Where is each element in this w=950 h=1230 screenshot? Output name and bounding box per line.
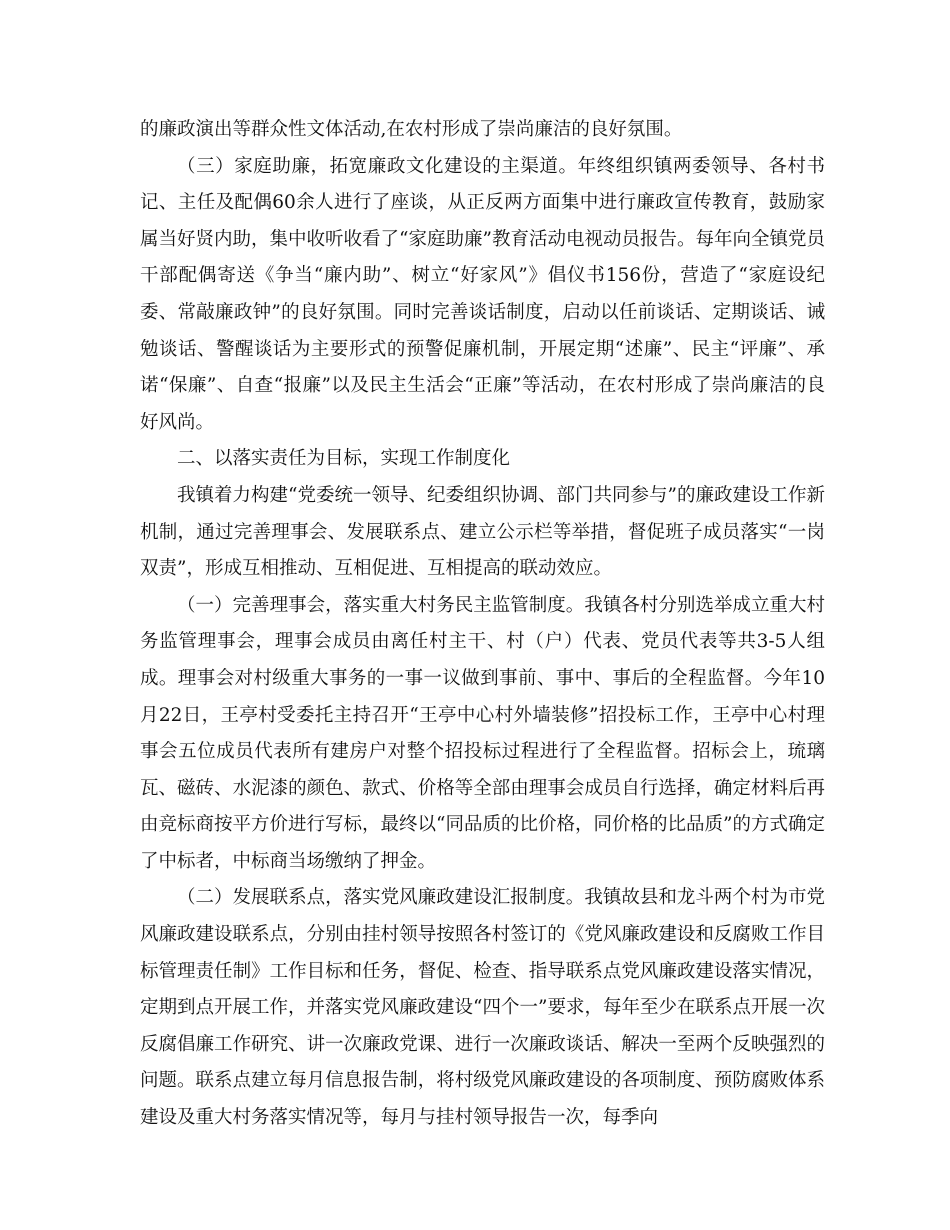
paragraph: 我镇着力构建“党委统一领导、纪委组织协调、部门共同参与”的廉政建设工作新机制，通过完善理事会、发展联系点、建立公示栏等举措，督促班子成员落实“一岗双责”，形成互相推动、互相促进、互相提高的联动效应。 (140, 484, 825, 580)
paragraph: （一）完善理事会，落实重大村务民主监管制度。我镇各村分别选举成立重大村务监管理事会，理事会成员由离任村主干、村（户）代表、党员代表等共3-5人组成。理事会对村级重大事务的一事一议做到事前、事中、事后的全程监督。今年10月22日，王亭村受委托主持召开“王亭中心村外墙装修”招投标工作，王亭中心村理事会五位成员代表所有建房户对整个招投标过程进行了全程监督。招标会上，琉璃瓦、磁砖、水泥漆的颜色、款式、价格等全部由理事会成员自行选择，确定材料后再由竞标商按平方价进行写标，最终以“同品质的比价格，同价格的比品质”的方式确定了中标者，中标商当场缴纳了押金。 (140, 594, 825, 872)
section-heading: 二、以落实责任为目标，实现工作制度化 (177, 448, 511, 470)
paragraph: （二）发展联系点，落实党风廉政建设汇报制度。我镇故县和龙斗两个村为市党风廉政建设联系点，分别由挂村领导按照各村签订的《党风廉政建设和反腐败工作目标管理责任制》工作目标和任务，督促、检查、指导联系点党风廉政建设落实情况，定期到点开展工作，并落实党风廉政建设“四个一”要求，每年至少在联系点开展一次反腐倡廉工作研究、讲一次廉政党课、进行一次廉政谈话、解决一至两个反映强烈的问题。联系点建立每月信息报告制，将村级党风廉政建设的各项制度、预防腐败体系建设及重大村务落实情况等，每月与挂村领导报告一次，每季向 (140, 887, 825, 1129)
paragraph: （三）家庭助廉，拓宽廉政文化建设的主渠道。年终组织镇两委领导、各村书记、主任及配偶60余人进行了座谈，从正反两方面集中进行廉政宣传教育，鼓励家属当好贤内助，集中收听收看了“家庭助廉”教育活动电视动员报告。每年向全镇党员干部配偶寄送《争当“廉内助”、树立“好家风”》倡仪书156份，营造了“家庭设纪委、常敲廉政钟”的良好氛围。同时完善谈话制度，启动以任前谈话、定期谈话、诫勉谈话、警醒谈话为主要形式的预警促廉机制，开展定期“述廉”、民主“评廉”、承诺“保廉”、自查“报廉”以及民主生活会“正廉”等活动，在农村形成了崇尚廉洁的良好风尚。 (140, 155, 825, 433)
paragraph: 的廉政演出等群众性文体活动,在农村形成了崇尚廉洁的良好氛围。 (140, 119, 683, 140)
document-body (140, 112, 825, 1137)
